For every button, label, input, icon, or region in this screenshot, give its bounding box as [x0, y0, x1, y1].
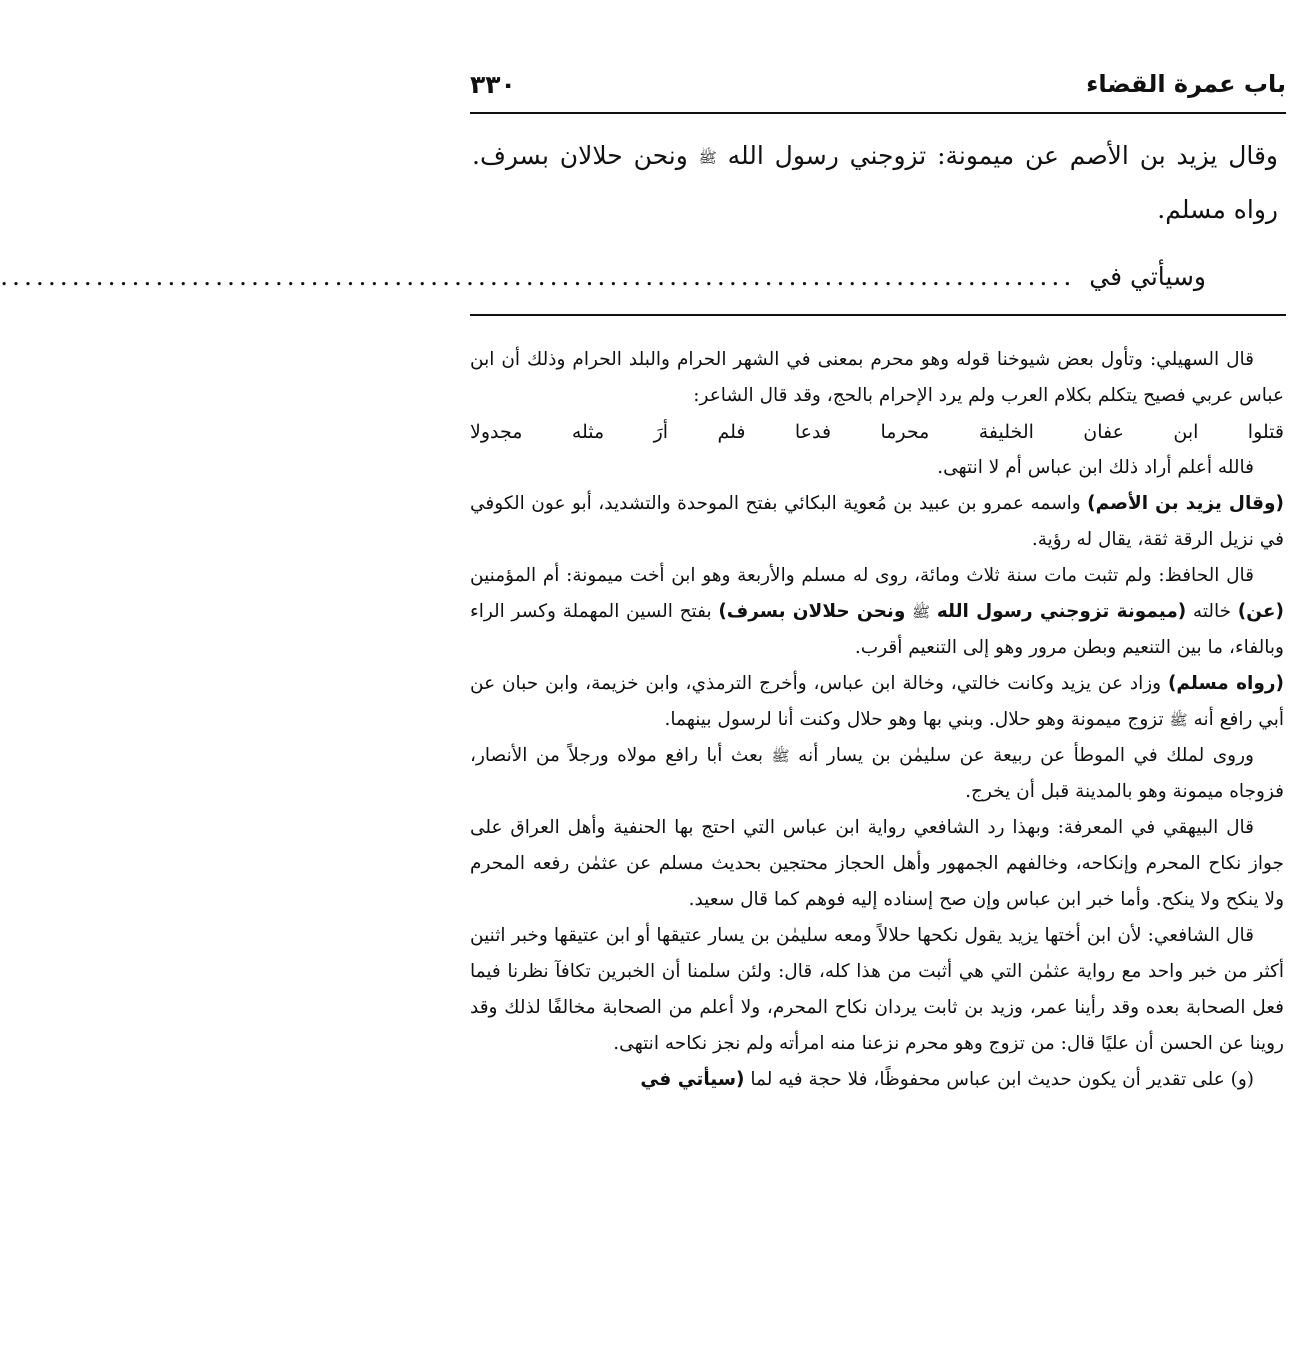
lemma-sayati-fi: (سيأتي في — [640, 1069, 745, 1090]
commentary-text-hafiz-d: بفتح السين المهملة وكسر الراء وبالفاء، ما بين التنعيم وبطن مرور وهو إلى التنعيم أقرب. — [470, 601, 1284, 658]
lemma-maymuna-a: (ميمونة تزوجني رسول الله — [936, 601, 1187, 622]
commentary-paragraph-hafiz — [470, 558, 1284, 666]
salawat-glyph: ﷺ — [698, 148, 717, 167]
commentary-paragraph-muslim — [470, 666, 1284, 738]
poem-verse: قتلوا ابن عفان الخليفة محرما فدعا فلم أرَ مثله مجدولا — [470, 421, 1284, 443]
commentary-text-muwatta-a: وروى لملك في الموطأ عن ربيعة عن سليمٰن بن يسار أنه — [798, 745, 1254, 766]
running-title: باب عمرة القضاء — [1086, 70, 1286, 98]
commentary-paragraph-allah-alam: فالله أعلم أراد ذلك ابن عباس أم لا انتهى. — [937, 457, 1254, 478]
running-head — [470, 64, 1286, 104]
lemma-an: (عن) — [1237, 601, 1284, 622]
hadith-text-a: وقال يزيد بن الأصم عن ميمونة: تزوجني رسول الله — [727, 141, 1279, 170]
header-rule — [470, 112, 1286, 114]
commentary-text-hafiz-a: قال الحافظ: ولم تثبت مات سنة ثلاث ومائة، روى له مسلم والأربعة وهو ابن أخت ميمونة: أم المؤمنين — [470, 565, 1254, 586]
lemma-maymuna-b: ونحن حلالان بسرف) — [718, 601, 906, 622]
hadith-text-b: ونحن حلالان بسرف. رواه مسلم. — [472, 141, 1278, 224]
commentary-rule — [470, 314, 1286, 316]
page-number: ٣٣٠ — [470, 69, 516, 99]
omission-lead: وسيأتي في — [1089, 261, 1206, 291]
commentary-paragraph-bayhaqi: قال البيهقي في المعرفة: وبهذا رد الشافعي رواية ابن عباس التي احتج بها الحنفية وأهل العراق على جواز نكاح المحرم وإنكاحه، وخالفهم الجمهور وأهل الحجاز محتجين بحديث مسلم عن عثمٰن رفعه المحرم ولا ينكح ولا ينكح. وأما خبر ابن عباس وإن صح إسناده إليه فوهم كما قال سعيد. — [470, 817, 1284, 910]
salawat-glyph: ﷺ — [1169, 711, 1188, 729]
commentary-paragraph-taqdir — [470, 1062, 1284, 1098]
salawat-glyph: ﷺ — [912, 603, 931, 621]
salawat-glyph: ﷺ — [771, 747, 790, 765]
commentary-text-muwatta-b: بعث أبا رافع مولاه ورجلاً من الأنصار، فزوجاه ميمونة وهو بالمدينة قبل أن يخرج. — [470, 745, 1284, 802]
hadith-paragraph — [472, 130, 1278, 236]
commentary-text-muslim-b: تزوج ميمونة وهو حلال. وبني بها وهو حلال وكنت أنا لرسول بينهما. — [664, 709, 1164, 730]
lemma-rawahu-muslim: (رواه مسلم) — [1167, 673, 1284, 694]
omission-line — [0, 250, 1206, 302]
commentary-paragraph-shafii: قال الشافعي: لأن ابن أختها يزيد يقول نكحها حلالاً ومعه سليمٰن بن يسار عتيقها أو ابن عتيقها وخبر اثنين أكثر من خبر واحد مع رواية عثمٰن التي هي أثبت من هذا كله، قال: ولئن سلمنا أن الخبرين تكافآ نظرنا فيما فعل الصحابة بعده وقد رأينا عمر، وزيد بن ثابت يردان نكاح المحرم، ولا أعلم من الصحابة مخالفًا لذلك وقد روينا عن الحسن أن عليًا قال: من تزوج وهو محرم نزعنا منه امرأته ولم نجز نكاحه انتهى. — [470, 925, 1284, 1054]
commentary-text-muslim-a: وزاد عن يزيد وكانت خالتي، وخالة ابن عباس، وأخرج الترمذي، وابن خزيمة، وابن حبان عن أبي رافع أنه — [470, 673, 1284, 730]
hadith-text — [472, 130, 1278, 236]
commentary-text-yazid: واسمه عمرو بن عبيد بن مُعوية البكائي بفتح الموحدة والتشديد، أبو عون الكوفي في نزيل الرقة ثقة، يقال له رؤية. — [470, 493, 1284, 550]
commentary-paragraph-muwatta — [470, 738, 1284, 810]
lemma-yazid: (وقال يزيد بن الأصم) — [1087, 493, 1284, 514]
commentary-text-taqdir: (و) على تقدير أن يكون حديث ابن عباس محفوظًا، فلا حجة فيه لما — [744, 1069, 1254, 1090]
commentary — [470, 342, 1284, 1098]
commentary-paragraph-yazid — [470, 486, 1284, 558]
commentary-paragraph-suhayli: قال السهيلي: وتأول بعض شيوخنا قوله وهو محرم بمعنى في الشهر الحرام والبلد الحرام وذلك أن ابن عباس عربي فصيح يتكلم بكلام العرب ولم يرد الإحرام بالحج، وقد قال الشاعر: — [470, 349, 1284, 406]
omission-dots: .......................................................................................... — [0, 261, 1076, 291]
commentary-text-hafiz-c: خالته — [1186, 601, 1238, 622]
